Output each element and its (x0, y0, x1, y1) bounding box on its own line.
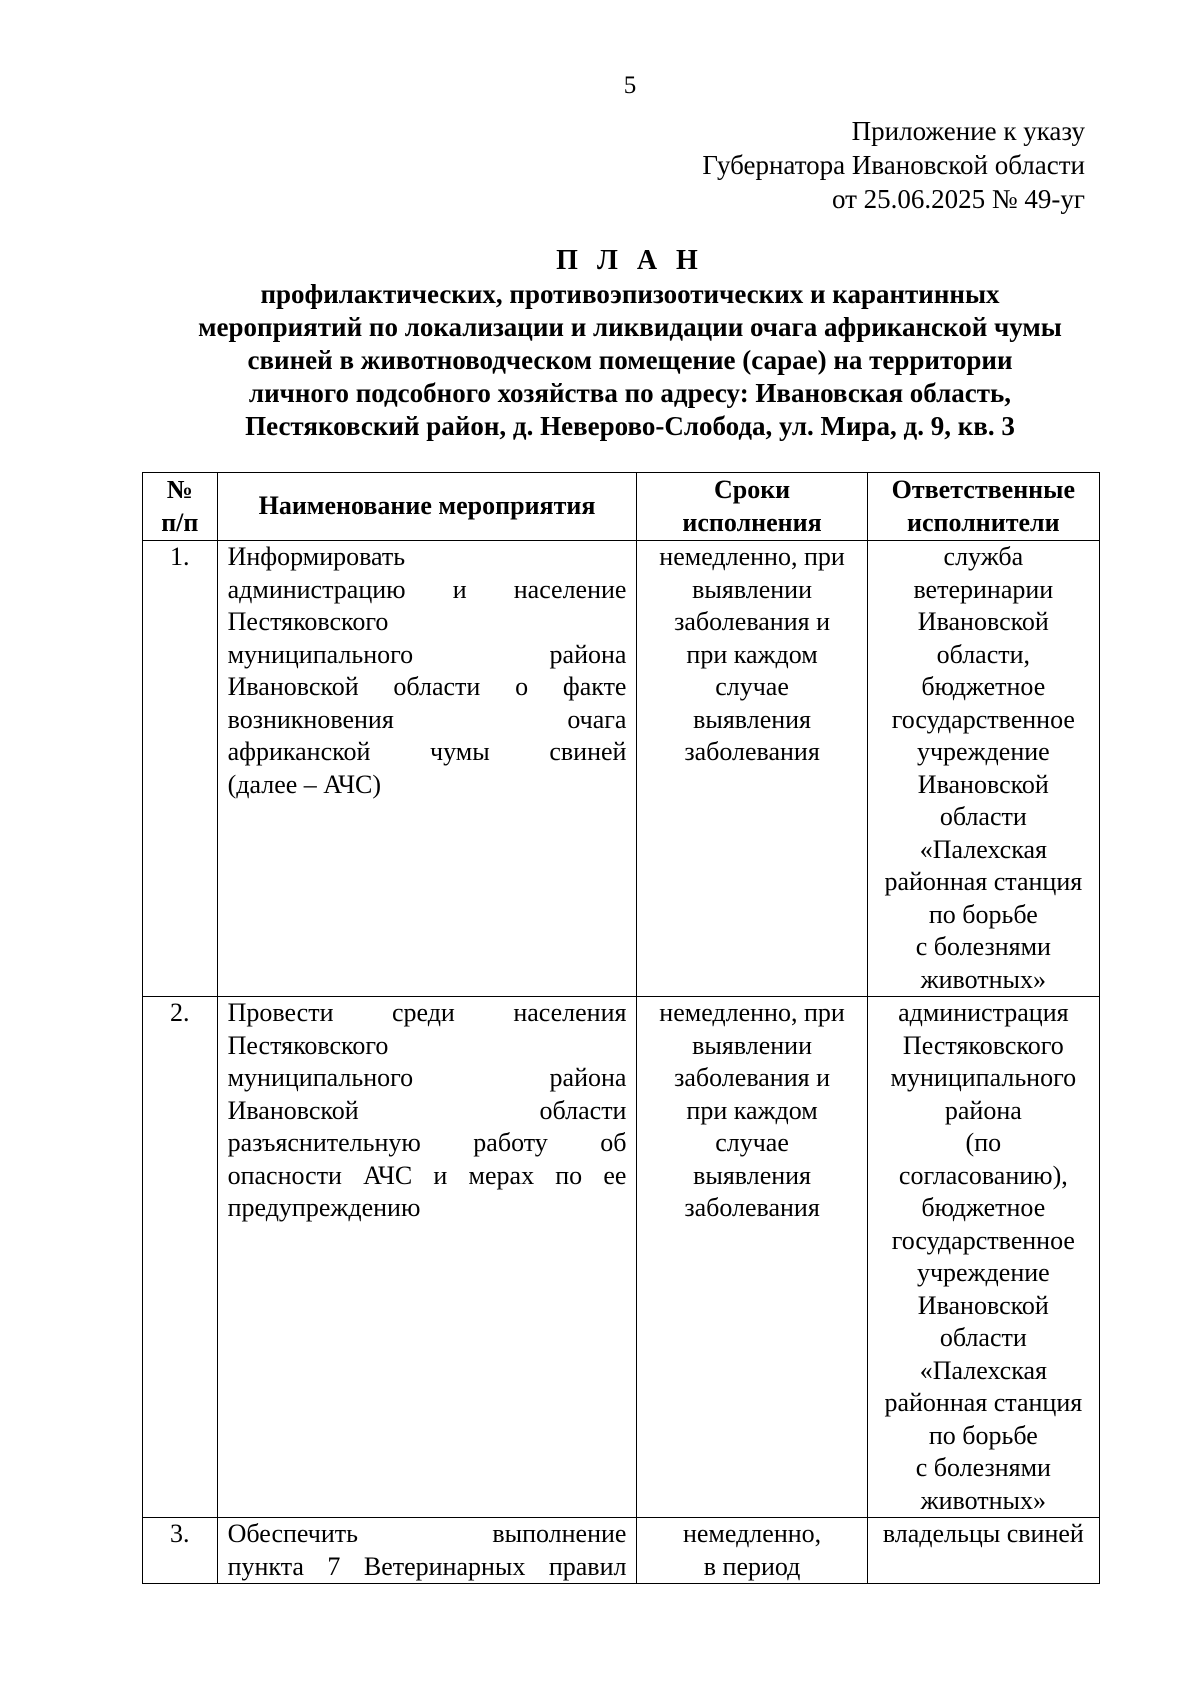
responsible-line: области (939, 1323, 1027, 1352)
title-heading: П Л А Н (556, 245, 704, 276)
header-num-line: № (166, 475, 193, 504)
responsible-line: «Палехская (919, 1355, 1047, 1385)
header-num-line: п/п (161, 507, 199, 537)
row-responsible (867, 1518, 1099, 1584)
header-responsible (867, 473, 1099, 541)
responsible-line: учреждение (916, 1258, 1050, 1287)
page-number: 5 (623, 72, 637, 99)
row-deadline (637, 541, 867, 997)
table-row (143, 1518, 1100, 1584)
deadline-line: выявлении (692, 574, 813, 604)
responsible-line: бюджетное (921, 1193, 1046, 1222)
responsible-line: согласованию), (898, 1160, 1068, 1190)
measure-line: опасности АЧС и мерах по ее (227, 1160, 627, 1190)
deadline-line: случае (715, 672, 789, 701)
header-term (637, 473, 867, 541)
deadline-line: немедленно, при (659, 542, 845, 571)
measure-line: Провести среди населения (227, 998, 627, 1027)
deadline-line: выявлении (692, 1030, 813, 1060)
annex-line: от 25.06.2025 № 49-уг (831, 184, 1085, 214)
responsible-line: области (939, 802, 1027, 831)
responsible-line: (по (965, 1128, 1002, 1157)
deadline-line: заболевания (684, 737, 820, 766)
deadline-line: заболевания и (674, 607, 830, 636)
deadline-line: заболевания и (674, 1063, 830, 1092)
table-row (143, 997, 1100, 1518)
responsible-line: Ивановской (917, 769, 1049, 799)
deadline-line: немедленно, при (659, 998, 845, 1027)
annex-line: Губернатора Ивановской области (702, 150, 1085, 180)
title-line: свиней в животноводческом помещение (сарае) на территории (247, 345, 1013, 375)
measure-line: Ивановской области (227, 1095, 627, 1125)
measure-line: (далее – АЧС) (227, 769, 382, 799)
row-responsible (867, 541, 1099, 997)
responsible-line: владельцы свиней (882, 1519, 1084, 1548)
header-num (143, 473, 218, 541)
deadline-line: при каждом (686, 639, 818, 669)
measure-line: пункта 7 Ветеринарных правил (227, 1551, 627, 1581)
responsible-line: ветеринарии (913, 574, 1054, 604)
title-line: профилактических, противоэпизоотических и карантинных (260, 279, 1000, 309)
deadline-line: немедленно, (682, 1519, 822, 1548)
row-responsible (867, 997, 1099, 1518)
measure-line: муниципального района (227, 639, 627, 669)
responsible-line: животных» (920, 1485, 1047, 1515)
header-name-label: Наименование мероприятия (258, 491, 596, 521)
deadline-line: в период (703, 1551, 801, 1581)
measure-line: Пестяковского (227, 1030, 389, 1060)
responsible-line: районная станция (884, 1388, 1083, 1417)
responsible-line: Ивановской (917, 607, 1049, 636)
measure-line: возникновения очага (227, 704, 627, 734)
measure-line: Ивановской области о факте (227, 672, 627, 701)
responsible-line: по борьбе (928, 899, 1038, 929)
responsible-line: бюджетное (921, 672, 1046, 701)
row-deadline (637, 1518, 867, 1584)
responsible-line: муниципального (890, 1063, 1077, 1092)
row-deadline (637, 997, 867, 1518)
header-term-line: Сроки (713, 475, 791, 504)
measure-line: предупреждению (227, 1193, 421, 1222)
measure-line: муниципального района (227, 1063, 627, 1092)
responsible-line: служба (943, 542, 1024, 571)
deadline-line: выявления (693, 1160, 812, 1190)
responsible-line: области, (936, 639, 1031, 669)
measure-line: Информировать (227, 542, 406, 571)
row-number: 2. (143, 997, 218, 1518)
responsible-line: с болезнями (915, 932, 1051, 961)
measure-line: администрацию и население (227, 574, 627, 604)
responsible-line: с болезнями (915, 1453, 1051, 1482)
responsible-line: Пестяковского (902, 1030, 1064, 1060)
deadline-line: при каждом (686, 1095, 818, 1125)
title-line: мероприятий по локализации и ликвидации очага африканской чумы (198, 312, 1062, 342)
responsible-line: администрация (898, 998, 1069, 1027)
annex-block (702, 114, 1085, 216)
row-measure (217, 997, 637, 1518)
plan-table (142, 472, 1100, 1584)
row-number: 1. (143, 541, 218, 997)
title-line: Пестяковский район, д. Неверово-Слобода, ул. Мира, д. 9, кв. 3 (245, 411, 1015, 441)
responsible-line: районная станция (884, 867, 1083, 896)
responsible-line: государственное (891, 704, 1075, 734)
deadline-line: выявления (693, 704, 812, 734)
responsible-line: по борьбе (928, 1420, 1038, 1450)
deadline-line: случае (715, 1128, 789, 1157)
header-term-line: исполнения (682, 507, 822, 537)
header-responsible-line: Ответственные (891, 475, 1075, 504)
responsible-line: учреждение (916, 737, 1050, 766)
measure-line: Обеспечить выполнение (227, 1519, 627, 1548)
measure-line: Пестяковского (227, 607, 389, 636)
measure-line: разъяснительную работу об (227, 1128, 627, 1157)
document-title (130, 244, 1130, 443)
row-number: 3. (143, 1518, 218, 1584)
responsible-line: Ивановской (917, 1290, 1049, 1320)
responsible-line: животных» (920, 964, 1047, 994)
table-row (143, 541, 1100, 997)
header-responsible-line: исполнители (907, 507, 1060, 537)
row-measure (217, 541, 637, 997)
responsible-line: района (944, 1095, 1022, 1125)
responsible-line: государственное (891, 1225, 1075, 1255)
responsible-line: «Палехская (919, 834, 1047, 864)
title-line: личного подсобного хозяйства по адресу: Ивановская область, (248, 378, 1012, 408)
row-measure (217, 1518, 637, 1584)
annex-line: Приложение к указу (851, 116, 1085, 146)
table-header-row (143, 473, 1100, 541)
deadline-line: заболевания (684, 1193, 820, 1222)
measure-line: африканской чумы свиней (227, 737, 627, 766)
header-name (217, 473, 637, 541)
